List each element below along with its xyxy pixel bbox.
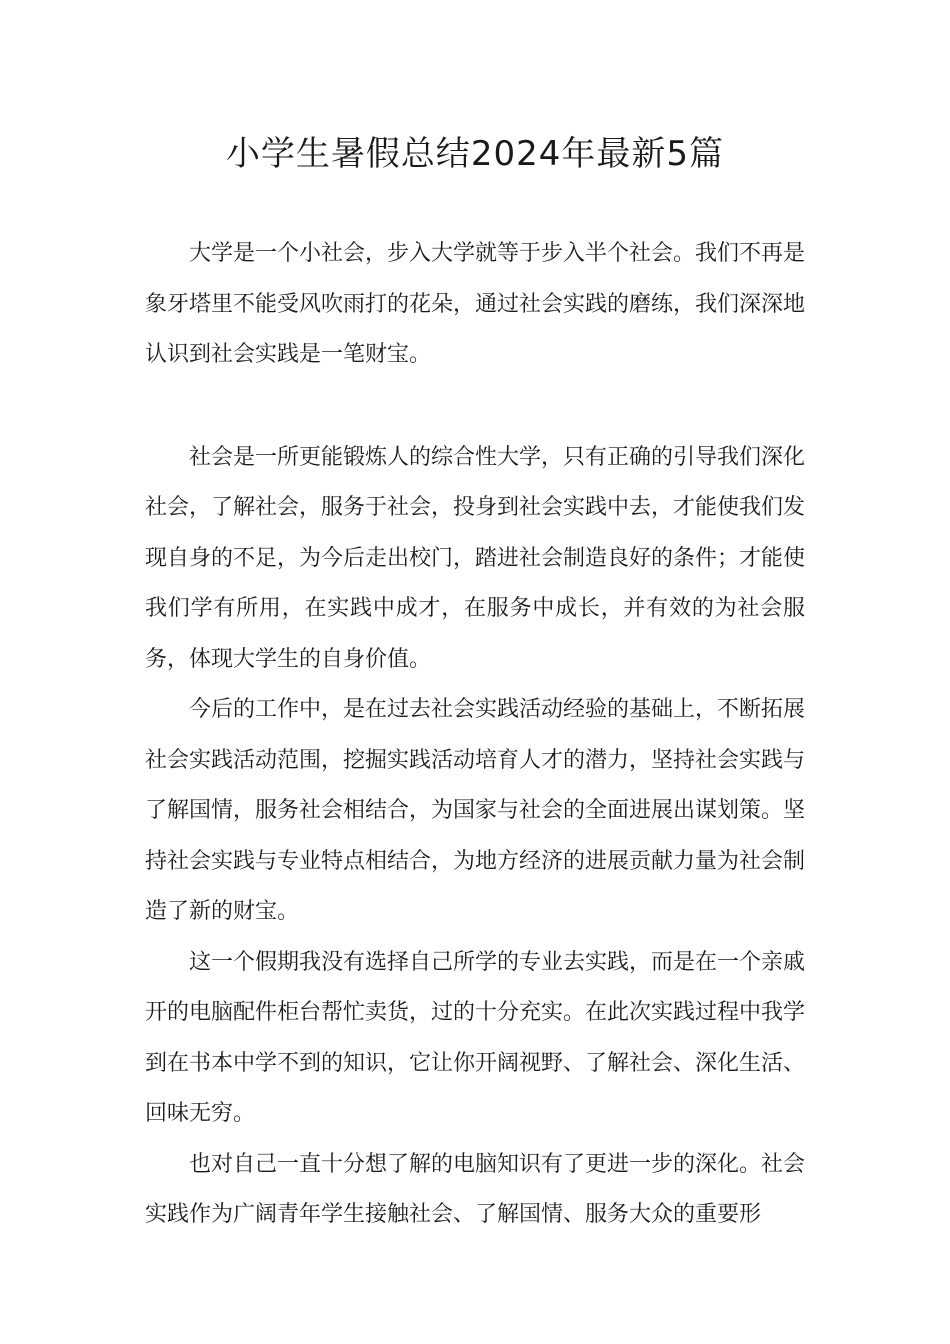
paragraph-3: 今后的工作中，是在过去社会实践活动经验的基础上，不断拓展社会实践活动范围，挖掘实践活动培育人才的潜力，坚持社会实践与了解国情，服务社会相结合，为国家与社会的全面进展出谋划策。坚持社会实践与专业特点相结合，为地方经济的进展贡献力量为社会制造了新的财宝。 [145, 697, 806, 924]
paragraph-1: 大学是一个小社会，步入大学就等于步入半个社会。我们不再是象牙塔里不能受风吹雨打的花朵，通过社会实践的磨练，我们深深地认识到社会实践是一笔财宝。 [145, 241, 806, 367]
paragraph-4: 这一个假期我没有选择自己所学的专业去实践，而是在一个亲戚开的电脑配件柜台帮忙卖货，过的十分充实。在此次实践过程中我学到在书本中学不到的知识，它让你开阔视野、了解社会、深化生活、回味无穷。 [145, 949, 806, 1126]
paragraph-gap [145, 381, 805, 433]
paragraph-2: 社会是一所更能锻炼人的综合性大学，只有正确的引导我们深化社会，了解社会，服务于社会，投身到社会实践中去，才能使我们发现自身的不足，为今后走出校门，踏进社会制造良好的条件；才能使我们学有所用，在实践中成才，在服务中成长，并有效的为社会服务，体现大学生的自身价值。 [145, 444, 806, 672]
document-title: 小学生暑假总结2024年最新5篇 [225, 134, 725, 174]
document-body [145, 229, 805, 1241]
paragraph-5: 也对自己一直十分想了解的电脑知识有了更进一步的深化。社会实践作为广阔青年学生接触社会、了解国情、服务大众的重要形 [145, 1151, 806, 1227]
